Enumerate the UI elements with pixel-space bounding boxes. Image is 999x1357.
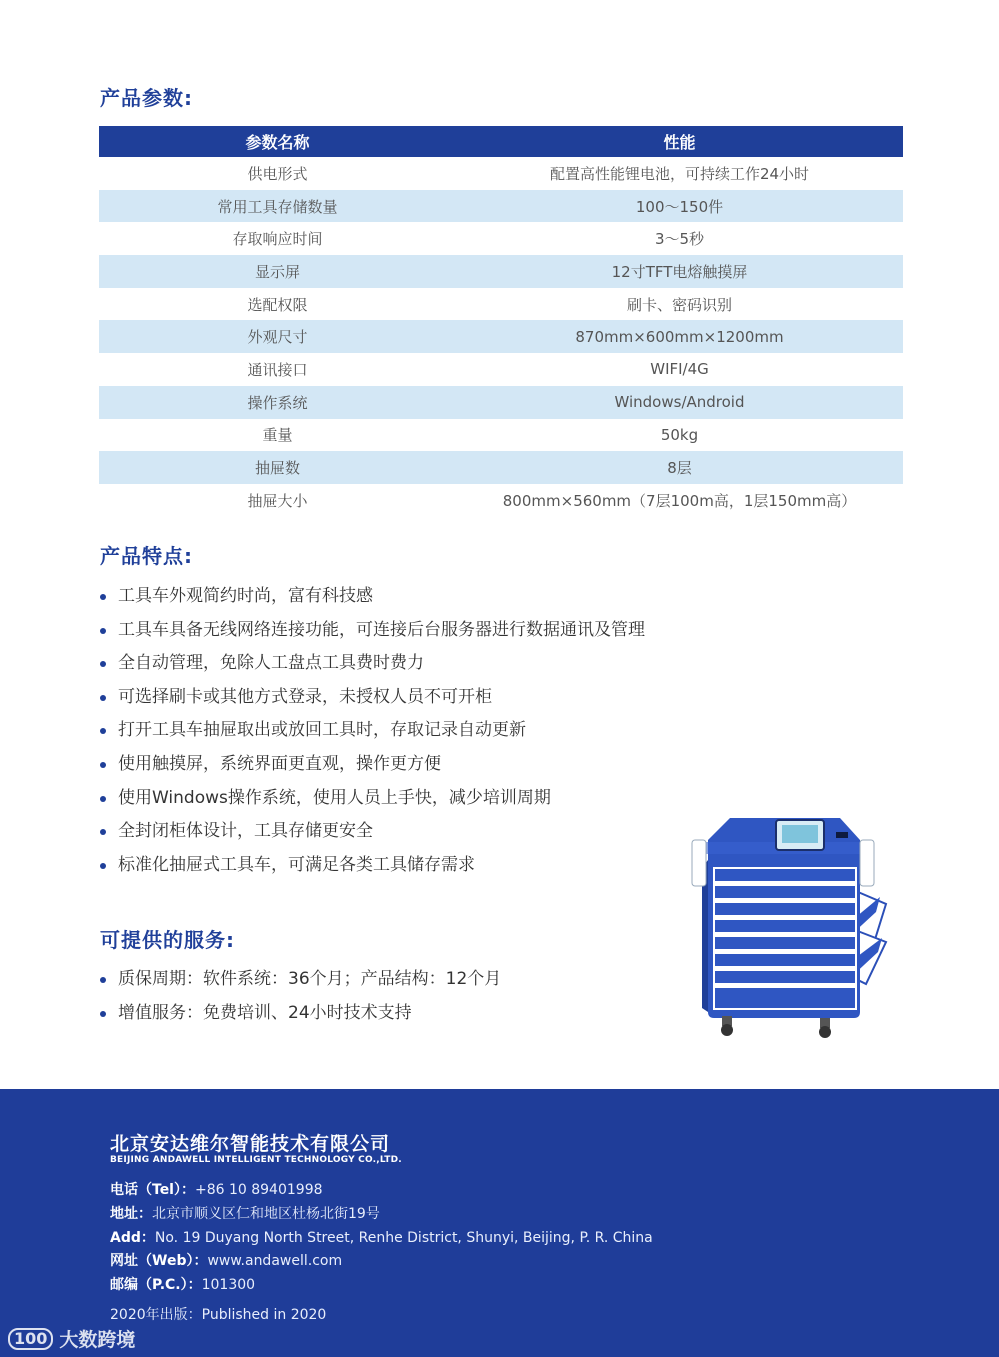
param-value: 8层 xyxy=(456,451,903,484)
published-note: 2020年出版：Published in 2020 xyxy=(110,1307,327,1323)
watermark-text: 大数跨境 xyxy=(59,1329,136,1351)
param-value: 870mm×600mm×1200mm xyxy=(456,320,903,353)
table-row xyxy=(99,288,903,321)
table-row xyxy=(99,484,903,517)
table-header-row xyxy=(99,126,903,157)
tel-line xyxy=(110,1179,323,1199)
header-param-name: 参数名称 xyxy=(99,126,456,157)
table-row xyxy=(99,419,903,452)
web-value: www.andawell.com xyxy=(207,1253,343,1269)
table-row xyxy=(99,255,903,288)
watermark xyxy=(8,1325,135,1352)
add-label: Add： xyxy=(110,1230,155,1246)
table-row xyxy=(99,320,903,353)
table-row xyxy=(99,353,903,386)
list-item: 标准化抽屉式工具车，可满足各类工具储存需求 xyxy=(100,849,645,883)
param-value: 100～150件 xyxy=(456,190,903,223)
table-row xyxy=(99,190,903,223)
postcode-line xyxy=(110,1274,255,1294)
param-name: 重量 xyxy=(262,426,293,445)
table-row xyxy=(99,451,903,484)
param-value: WIFI/4G xyxy=(650,360,709,379)
tel-label: 电话（Tel）： xyxy=(110,1182,195,1198)
list-item: 工具车具备无线网络连接功能，可连接后台服务器进行数据通讯及管理 xyxy=(100,614,645,648)
list-item: 可选择刷卡或其他方式登录，未授权人员不可开柜 xyxy=(100,681,645,715)
pc-value: 101300 xyxy=(201,1277,256,1293)
param-name: 常用工具存储数量 xyxy=(99,190,456,223)
web-line xyxy=(110,1250,342,1270)
list-item: 增值服务：免费培训、24小时技术支持 xyxy=(100,997,501,1031)
list-item: 使用Windows操作系统，使用人员上手快，减少培训周期 xyxy=(100,782,645,816)
list-item: 全自动管理，免除人工盘点工具费时费力 xyxy=(100,647,645,681)
param-name: 抽屉大小 xyxy=(247,491,308,510)
address-en-line xyxy=(110,1227,653,1247)
tool-cart-image xyxy=(690,812,890,1042)
param-value: 50kg xyxy=(660,425,699,444)
list-item: 使用触摸屏，系统界面更直观，操作更方便 xyxy=(100,748,645,782)
param-name: 通讯接口 xyxy=(247,360,308,379)
param-name: 存取响应时间 xyxy=(232,230,323,249)
company-name-en: BEIJING ANDAWELL INTELLIGENT TECHNOLOGY CO.,LTD. xyxy=(110,1155,402,1165)
tel-value: +86 10 89401998 xyxy=(194,1182,323,1198)
param-value: 3～5秒 xyxy=(654,230,705,249)
param-value: 12寸TFT电熔触摸屏 xyxy=(456,255,903,288)
params-title: 产品参数: xyxy=(100,86,193,110)
addr-label: 地址： xyxy=(110,1206,152,1222)
param-name: 显示屏 xyxy=(99,255,456,288)
features-title: 产品特点: xyxy=(100,544,193,568)
table-row xyxy=(99,386,903,419)
param-value: Windows/Android xyxy=(456,386,903,419)
param-name: 供电形式 xyxy=(247,164,308,183)
param-name: 选配权限 xyxy=(247,295,308,314)
pc-label: 邮编（P.C.）： xyxy=(110,1277,202,1293)
header-performance: 性能 xyxy=(456,126,903,157)
param-value: 刷卡、密码识别 xyxy=(626,295,732,314)
services-title: 可提供的服务: xyxy=(100,928,235,952)
watermark-logo-icon: 100 xyxy=(8,1328,53,1350)
table-row xyxy=(99,157,903,190)
list-item: 全封闭柜体设计，工具存储更安全 xyxy=(100,815,645,849)
addr-value: 北京市顺义区仁和地区杜杨北街19号 xyxy=(152,1206,380,1222)
web-label: 网址（Web）： xyxy=(110,1253,208,1269)
footer xyxy=(0,1089,999,1357)
services-list xyxy=(100,963,501,1030)
param-name: 外观尺寸 xyxy=(99,320,456,353)
table-row xyxy=(99,222,903,255)
param-value: 800mm×560mm（7层100m高，1层150mm高） xyxy=(502,491,857,510)
company-name-cn: 北京安达维尔智能技术有限公司 xyxy=(110,1133,391,1155)
address-cn-line xyxy=(110,1203,380,1223)
add-value: No. 19 Duyang North Street, Renhe District, Shunyi, Beijing, P. R. China xyxy=(154,1230,653,1246)
list-item: 质保周期：软件系统：36个月；产品结构：12个月 xyxy=(100,963,501,997)
param-name: 操作系统 xyxy=(99,386,456,419)
list-item: 工具车外观简约时尚，富有科技感 xyxy=(100,580,645,614)
param-name: 抽屉数 xyxy=(99,451,456,484)
list-item: 打开工具车抽屉取出或放回工具时，存取记录自动更新 xyxy=(100,714,645,748)
spec-table xyxy=(99,126,903,517)
features-list xyxy=(100,580,645,882)
param-value: 配置高性能锂电池，可持续工作24小时 xyxy=(549,164,810,183)
